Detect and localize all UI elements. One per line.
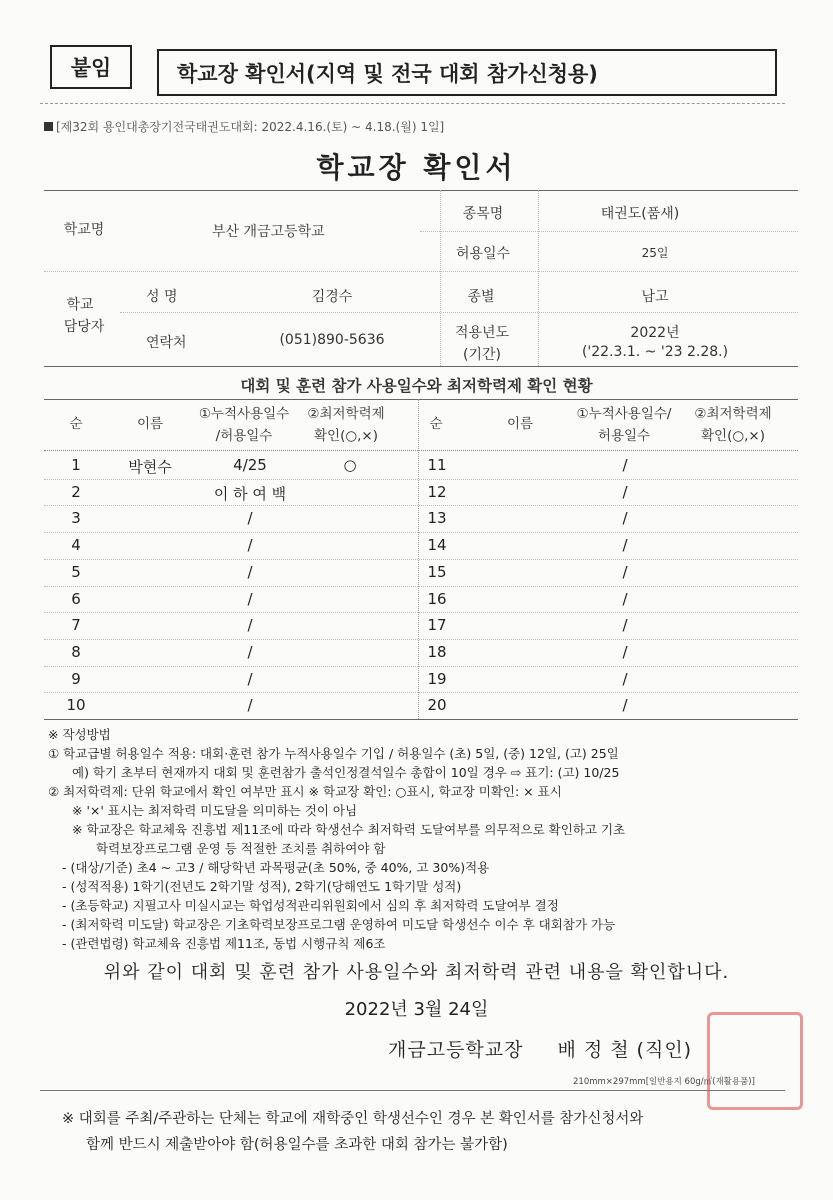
- row-used-days: /: [247, 616, 253, 635]
- row-divider: [44, 559, 798, 560]
- row-number-right: 12: [427, 482, 447, 501]
- sport-value: 태권도(품새): [600, 206, 680, 222]
- manager-label-line1: 학교: [66, 297, 94, 313]
- note-item: 예) 학기 초부터 현재까지 대회 및 훈련참가 출석인정결석일수 총합이 10일 경우 ⇨ 표기: (고) 10/25: [72, 765, 620, 780]
- form-title-box: [157, 49, 777, 96]
- allowed-days-value: 25일: [641, 246, 669, 260]
- row-used-days-right: /: [622, 589, 628, 608]
- period-label-line2: (기간): [463, 347, 501, 363]
- header-used-right-line2: 허용일수: [597, 428, 651, 444]
- row-used-days-right: /: [622, 642, 628, 661]
- row-used-days: /: [247, 536, 253, 555]
- top-divider: [40, 103, 785, 104]
- header-name: 이름: [136, 416, 164, 432]
- document-title: 학교장 확인서: [316, 151, 517, 184]
- note-item: - (최저학력 미도달) 학교장은 기초학력보장프로그램 운영하여 미도달 학생선수 이수 후 대회참가 가능: [62, 917, 616, 932]
- row-used-days-right: /: [622, 616, 628, 635]
- row-number-right: 20: [427, 696, 447, 715]
- footer-note: [62, 1106, 643, 1158]
- header-no-right: 순: [429, 416, 443, 432]
- name-label: 성 명: [146, 289, 178, 305]
- row-used-days-right: /: [622, 536, 628, 555]
- signer-name: 배정철: [557, 1039, 637, 1061]
- row-used-days: 4/25: [233, 456, 267, 474]
- row-number: 10: [66, 696, 86, 715]
- note-item: - (대상/기준) 초4 ~ 고3 / 해당학년 과목평균(초 50%, 중 40%, 고 30%)적용: [62, 860, 490, 875]
- instructions: [48, 725, 808, 953]
- row-used-days: 이 하 여 백: [213, 484, 287, 503]
- confirmation-statement: 위와 같이 대회 및 훈련 참가 사용일수와 최저학력 관련 내용을 확인합니다.: [103, 962, 730, 983]
- bottom-divider: [40, 1090, 785, 1091]
- row-used-days: /: [247, 696, 253, 715]
- paper-spec: 210mm×297mm[일반용지 60g/㎡(재활용품)]: [573, 1077, 755, 1087]
- note-item: ① 학교급별 허용일수 적용: 대회·훈련 참가 누적사용일수 기입 / 허용일수 (초) 5일, (중) 12일, (고) 25일: [48, 746, 619, 761]
- note-item: ※ '×' 표시는 최저학력 미도달을 의미하는 것이 아님: [72, 803, 358, 818]
- row-number: 4: [71, 536, 81, 555]
- event-line: [44, 118, 444, 135]
- row-used-days-right: /: [622, 562, 628, 581]
- row-number: 2: [71, 482, 81, 501]
- bullet-square-icon: [44, 122, 53, 131]
- contact-value: (051)890-5636: [279, 332, 385, 348]
- row-used-days: /: [247, 589, 253, 608]
- row-number: 6: [71, 589, 81, 608]
- category-label: 종별: [467, 289, 495, 305]
- row-number: 5: [71, 562, 81, 581]
- footer-line-1: ※ 대회를 주최/주관하는 단체는 학교에 재학중인 학생선수인 경우 본 확인서를 참가신청서와: [62, 1111, 644, 1127]
- header-used-right-line1: ①누적사용일수/: [576, 406, 672, 422]
- school-value: 부산 개금고등학교: [212, 224, 325, 240]
- form-title: 학교장 확인서(지역 및 전국 대회 참가신청용): [177, 61, 598, 86]
- header-no: 순: [69, 416, 83, 432]
- footer-line-2: 함께 반드시 제출받아야 함(허용일수를 초과한 대회 참가는 불가함): [86, 1137, 508, 1153]
- seal-label: (직인): [636, 1039, 693, 1061]
- row-number-right: 14: [427, 536, 447, 555]
- row-number: 3: [71, 509, 81, 528]
- row-divider: [44, 479, 798, 480]
- header-used-line1: ①누적사용일수: [198, 406, 290, 422]
- row-number-right: 19: [427, 669, 447, 688]
- row-divider: [44, 639, 798, 640]
- row-divider: [44, 612, 798, 613]
- row-used-days-right: /: [622, 456, 628, 474]
- row-min-check: ○: [343, 456, 357, 474]
- allowed-days-label: 허용일수: [455, 246, 511, 262]
- row-used-days-right: /: [622, 669, 628, 688]
- period-range: ('22.3.1. ~ '23 2.28.): [581, 344, 729, 360]
- table-caption: 대회 및 훈련 참가 사용일수와 최저학력제 확인 현황: [240, 377, 593, 395]
- row-number: 1: [71, 456, 81, 474]
- header-min-right-line1: ②최저학력제: [694, 406, 772, 422]
- row-number-right: 13: [427, 509, 447, 528]
- note-item: ※ 학교장은 학교체육 진흥법 제11조에 따라 학생선수 최저학력 도달여부를 의무적으로 확인하고 기초: [72, 822, 626, 837]
- row-divider: [44, 505, 798, 506]
- row-used-days-right: /: [622, 509, 628, 528]
- official-seal-stamp: [707, 1012, 803, 1110]
- row-divider: [44, 586, 798, 587]
- note-item: - (초등학교) 지필고사 미실시교는 학업성적관리위원회에서 심의 후 최저학력 도달여부 결정: [62, 898, 559, 913]
- attachment-tag-label: 붙임: [70, 56, 112, 80]
- contact-label: 연락처: [146, 335, 187, 351]
- event-text: [제32회 용인대총장기전국태권도대회: 2022.4.16.(토) ~ 4.18.(월) 1일]: [56, 120, 445, 134]
- period-year: 2022년: [630, 325, 680, 341]
- header-name-right: 이름: [506, 416, 534, 432]
- note-item: 학력보장프로그램 운영 등 적절한 조치를 취하여야 함: [96, 841, 386, 856]
- issue-date: 2022년 3월 24일: [344, 999, 489, 1020]
- row-used-days-right: /: [622, 696, 628, 715]
- row-number: 8: [71, 642, 81, 661]
- attachment-tag: [50, 45, 132, 89]
- row-divider: [44, 532, 798, 533]
- signer-line: [388, 1035, 692, 1062]
- category-value: 남고: [641, 289, 669, 305]
- row-used-days: /: [247, 509, 253, 528]
- note-item: - (관련법령) 학교체육 진흥법 제11조, 동법 시행규칙 제6조: [62, 936, 386, 951]
- row-used-days-right: /: [622, 482, 628, 501]
- note-heading: ※ 작성방법: [48, 727, 111, 742]
- row-divider: [44, 666, 798, 667]
- row-used-days: /: [247, 669, 253, 688]
- row-divider: [44, 692, 798, 693]
- row-number-right: 18: [427, 642, 447, 661]
- sport-label: 종목명: [462, 206, 504, 222]
- header-used-line2: /허용일수: [215, 428, 273, 444]
- manager-label-line2: 담당자: [63, 319, 105, 335]
- note-item: ② 최저학력제: 단위 학교에서 확인 여부만 표시 ※ 학교장 확인: ○표시, 학교장 미확인: × 표시: [48, 784, 562, 799]
- row-number-right: 15: [427, 562, 447, 581]
- school-label: 학교명: [63, 222, 105, 238]
- note-item: - (성적적용) 1학기(전년도 2학기말 성적), 2학기(당해연도 1학기말 성적): [62, 879, 462, 894]
- header-min-right-line2: 확인(○,×): [701, 428, 765, 444]
- row-number-right: 17: [427, 616, 447, 635]
- period-label-line1: 적용년도: [454, 325, 510, 341]
- row-number: 9: [71, 669, 81, 688]
- signer-org: 개금고등학교장: [388, 1039, 524, 1061]
- header-min-line2: 확인(○,×): [314, 428, 378, 444]
- row-used-days: /: [247, 642, 253, 661]
- row-used-days: /: [247, 562, 253, 581]
- row-name: 박현수: [128, 458, 172, 476]
- row-number: 7: [71, 616, 81, 635]
- name-value: 김경수: [311, 289, 353, 305]
- header-min-line1: ②최저학력제: [307, 406, 385, 422]
- row-number-right: 16: [427, 589, 447, 608]
- row-number-right: 11: [427, 456, 447, 474]
